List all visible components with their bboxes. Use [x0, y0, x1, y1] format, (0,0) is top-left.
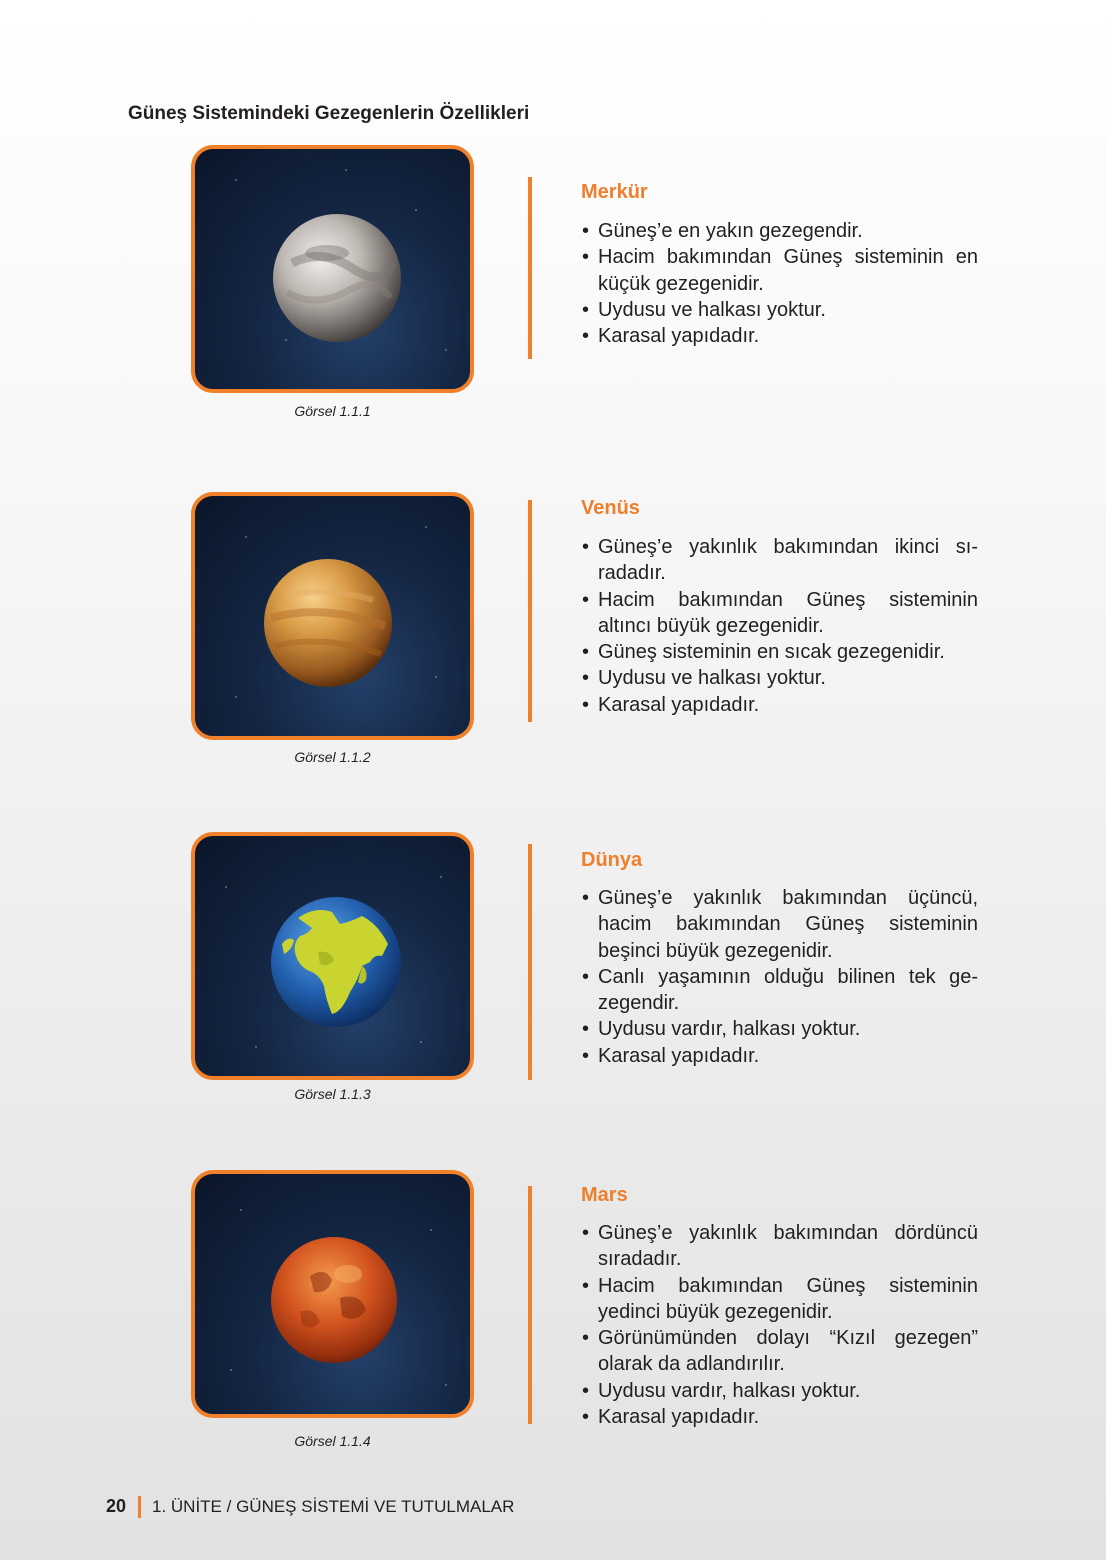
list-item: • Karasal yapıdadır. — [581, 1043, 978, 1069]
list-item: • Güneş’e yakınlık bakımından üçüncü, hacim bakımından Güneş sisteminin beşinci büyük gezegenidir. — [581, 885, 978, 964]
list-item: • Karasal yapıdadır. — [581, 323, 978, 349]
planet-image-frame — [191, 1170, 474, 1418]
mercury-planet-icon — [272, 213, 402, 343]
list-item: • Hacim bakımından Güneş sisteminin yedinci büyük gezegenidir. — [581, 1273, 978, 1326]
page-heading: Güneş Sistemindeki Gezegenlerin Özellikleri — [128, 103, 530, 124]
list-item: • Güneş sisteminin en sıcak gezegenidir. — [581, 639, 978, 665]
list-item: • Görünümünden dolayı “Kızıl gezegen” olarak da adlandırılır. — [581, 1325, 978, 1378]
list-item: • Uydusu vardır, halkası yoktur. — [581, 1016, 978, 1042]
list-item: • Uydusu ve halkası yoktur. — [581, 297, 978, 323]
unit-label: 1. ÜNİTE / GÜNEŞ SİSTEMİ VE TUTULMALAR — [152, 1497, 515, 1516]
page-number: 20 — [106, 1496, 127, 1516]
image-caption: Görsel 1.1.3 — [294, 1086, 371, 1102]
section-divider — [528, 844, 532, 1080]
mars-planet-icon — [270, 1236, 398, 1364]
venus-planet-icon — [263, 558, 393, 688]
fact-list — [581, 218, 978, 349]
fact-list — [581, 1220, 978, 1430]
earth-planet-icon — [270, 896, 402, 1028]
section-divider — [528, 500, 532, 722]
planet-title: Merkür — [581, 181, 648, 203]
list-item: • Uydusu vardır, halkası yoktur. — [581, 1378, 978, 1404]
list-item: • Canlı yaşamının olduğu bilinen tek ge-zegendir. — [581, 964, 978, 1017]
planet-title: Mars — [581, 1184, 628, 1206]
list-item: • Hacim bakımından Güneş sisteminin en küçük gezegenidir. — [581, 244, 978, 297]
image-caption: Görsel 1.1.1 — [294, 403, 371, 419]
list-item: • Güneş’e yakınlık bakımından dördüncü sıradadır. — [581, 1220, 978, 1273]
planet-title: Dünya — [581, 849, 643, 871]
list-item: • Güneş’e yakınlık bakımından ikinci sı-radadır. — [581, 534, 978, 587]
planet-title: Venüs — [581, 497, 640, 519]
list-item: • Güneş’e en yakın gezegendir. — [581, 218, 978, 244]
list-item: • Uydusu ve halkası yoktur. — [581, 665, 978, 691]
image-caption: Görsel 1.1.2 — [294, 749, 371, 765]
footer-divider — [138, 1496, 141, 1518]
planet-image-frame — [191, 492, 474, 740]
image-caption: Görsel 1.1.4 — [294, 1433, 371, 1449]
list-item: • Karasal yapıdadır. — [581, 1404, 978, 1430]
section-divider — [528, 1186, 532, 1424]
planet-image-frame — [191, 832, 474, 1080]
planet-image-frame — [191, 145, 474, 393]
section-divider — [528, 177, 532, 359]
fact-list — [581, 885, 978, 1069]
list-item: • Hacim bakımından Güneş sisteminin altıncı büyük gezegenidir. — [581, 587, 978, 640]
list-item: • Karasal yapıdadır. — [581, 692, 978, 718]
fact-list — [581, 534, 978, 718]
